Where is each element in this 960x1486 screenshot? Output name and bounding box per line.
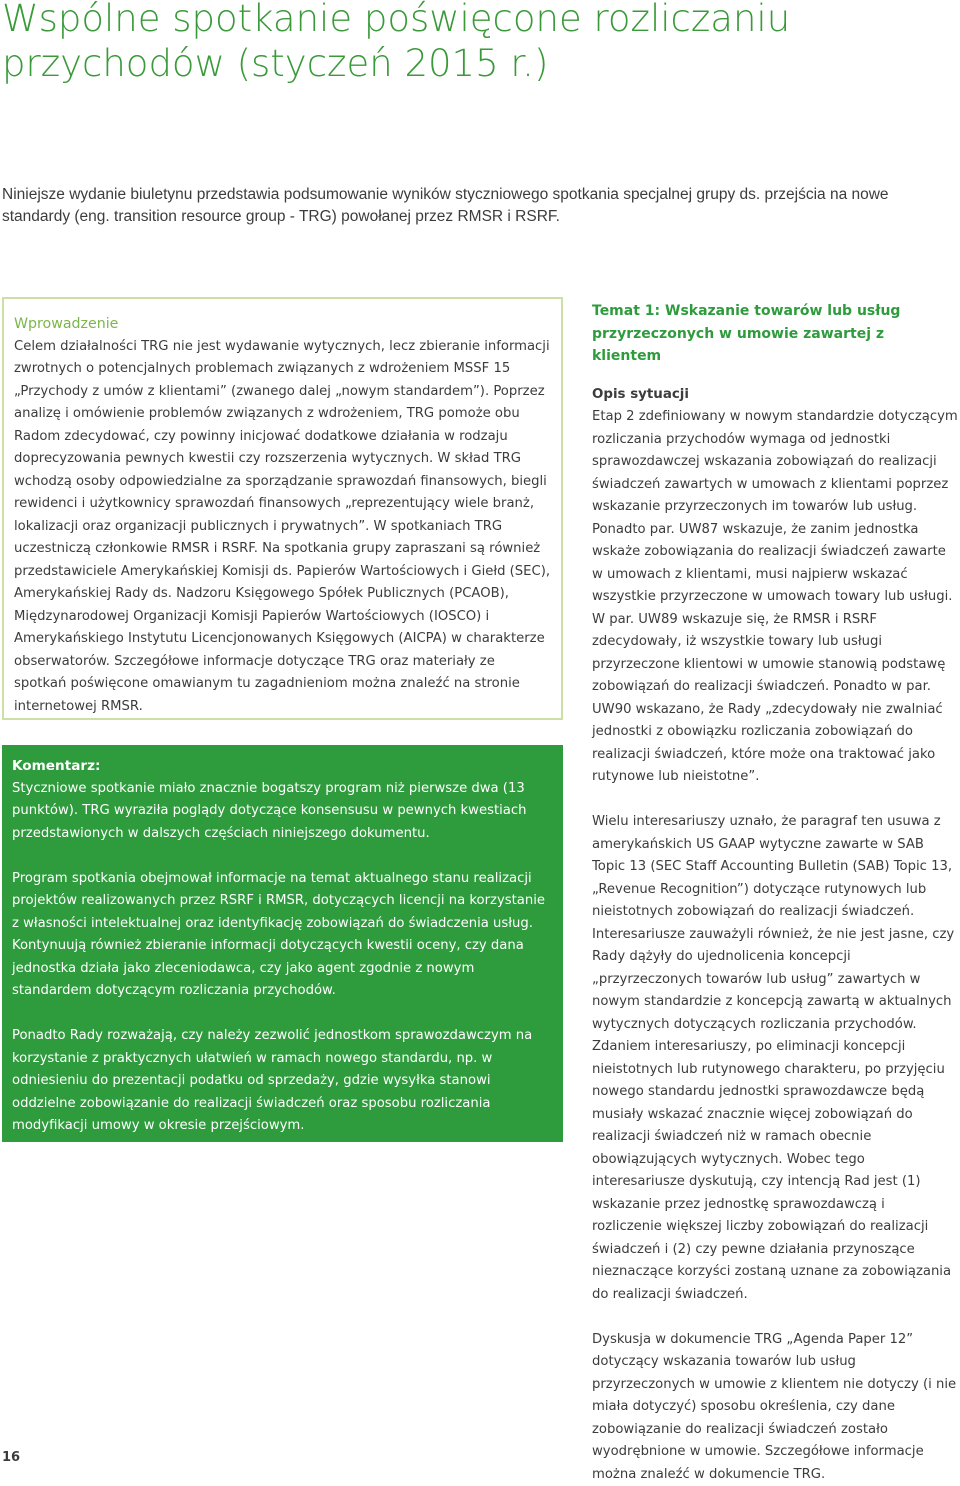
topic-1-paragraph-3: Dyskusja w dokumencie TRG „Agenda Paper 12” dotyczący wskazania towarów lub usług przyrzeczonych w umowie z klientem nie dotyczy (i nie miała dotyczyć) sposobu określenia, czy dane zobowiązanie do realizacji świadczeń zostało wyodrębnione w umowie. Szczegółowe informacje można znaleźć w dokumencie TRG. — [592, 1329, 958, 1486]
topic-1-paragraph-1: Etap 2 zdefiniowany w nowym standardzie dotyczącym rozliczania przychodów wymaga od jednostki sprawozdawczej wskazania zobowiązań do realizacji świadczeń zawartych w umowach z klientami poprzez wskazanie przyrzeczonych im towarów lub usług. Ponadto par. UW87 wskazuje, że zanim jednostka wskaże zobowiązania do realizacji świadczeń zawarte w umowach z klientami, musi najpierw wskazać wszystkie przyrzeczone w umowach towary lub usługi. W par. UW89 wskazuje się, że RMSR i RSRF zdecydowały, iż wszystkie towary lub usługi przyrzeczone klientowi w umowie stanowią podstawę zobowiązań do realizacji świadczeń. Ponadto w par. UW90 wskazano, że Rady „zdecydowały nie zwalniać jednostki z obowiązku rozliczania zobowiązań do realizacji świadczeń, które może ona traktować jako rutynowe lub nieistotne”. — [592, 406, 958, 789]
page-title: Wspólne spotkanie poświęcone rozliczaniu przychodów (styczeń 2015 r.) — [2, 0, 942, 86]
page-number: 16 — [2, 1450, 20, 1465]
situation-subheading: Opis sytuacji — [592, 384, 958, 407]
introduction-heading: Wprowadzenie — [14, 313, 551, 336]
comment-paragraph-2: Program spotkania obejmował informacje na temat aktualnego stanu realizacji projektów realizowanych przez RSRF i RMSR, dotyczących licencji na korzystanie z własności intelektualnej oraz identyfikację zobowiązań do świadczenia usług. Kontynuują również zbieranie informacji dotyczących kwestii oceny, czy dana jednostka działa jako zleceniodawca, czy jako agent zgodnie z nowym standardem dotyczącym rozliczania przychodów. — [12, 868, 553, 1003]
comment-paragraph-3: Ponadto Rady rozważają, czy należy zezwolić jednostkom sprawozdawczym na korzystanie z praktycznych ułatwień w ramach nowego standardu, np. w odniesieniu do prezentacji podatku od sprzedaży, gdzie wysyłka stanowi oddzielne zobowiązanie do realizacji świadczeń oraz sposobu rozliczania modyfikacji umowy w okresie przejściowym. — [12, 1025, 553, 1138]
intro-paragraph: Niniejsze wydanie biuletynu przedstawia podsumowanie wyników styczniowego spotkania specjalnej grupy ds. przejścia na nowe standardy (eng. transition resource group - TRG) powołanej przez RMSR i RSRF. — [2, 184, 957, 228]
topic-1-heading: Temat 1: Wskazanie towarów lub usług przyrzeczonych w umowie zawartej z klientem — [592, 300, 958, 368]
topic-1-paragraph-2: Wielu interesariuszy uznało, że paragraf ten usuwa z amerykańskich US GAAP wytyczne zawarte w SAB Topic 13 (SEC Staff Accounting Bulletin (SAB) Topic 13, „Revenue Recognition”) dotyczące rutynowych lub nieistotnych zobowiązań do realizacji świadczeń. Interesariusze zauważyli również, że nie jest jasne, czy Rady dążyły do ujednolicenia koncepcji „przyrzeczonych towarów lub usług” zawartych w nowym standardzie z koncepcją zawartą w aktualnych wytycznych dotyczących rozliczania przychodów. Zdaniem interesariuszy, po eliminacji koncepcji nieistotnych lub rutynowego charakteru, po przyjęciu nowego standardu jednostki sprawozdawcze będą musiały wskazać znacznie więcej zobowiązań do realizacji świadczeń niż w ramach obecnie obowiązujących wytycznych. Wobec tego interesariusze dyskutują, czy intencją Rad jest (1) wskazanie przez jednostkę sprawozdawczą i rozliczenie większej liczby zobowiązań do realizacji świadczeń i (2) czy pewne działania przynoszące nieznaczące korzyści zostaną uznane za zobowiązania do realizacji świadczeń. — [592, 811, 958, 1306]
comment-box — [2, 745, 563, 1142]
introduction-body: Celem działalności TRG nie jest wydawanie wytycznych, lecz zbieranie informacji zwrotnych o potencjalnych problemach związanych z wdrożeniem MSSF 15 „Przychody z umów z klientami” (zwanego dalej „nowym standardem”). Poprzez analizę i omówienie problemów związanych z wdrożeniem, TRG pomoże obu Radom zdecydować, czy powinny inicjować dodatkowe działania w rodzaju doprecyzowania pewnych kwestii czy rozszerzenia wytycznych. W skład TRG wchodzą osoby odpowiedzialne za sporządzanie sprawozdań finansowych, biegli rewidenci i użytkownicy sprawozdań finansowych „reprezentujący wiele branż, lokalizacji oraz organizacji publicznych i prywatnych”. W spotkaniach TRG uczestniczą członkowie RMSR i RSRF. Na spotkania grupy zapraszani są również przedstawiciele Amerykańskiej Komisji ds. Papierów Wartościowych i Giełd (SEC), Amerykańskiej Rady ds. Nadzoru Księgowego Spółek Publicznych (PCAOB), Międzynarodowej Organizacji Komisji Papierów Wartościowych (IOSCO) i Amerykańskiego Instytutu Licencjonowanych Księgowych (AICPA) w charakterze obserwatorów. Szczegółowe informacje dotyczące TRG oraz materiały ze spotkań poświęcone omawianym tu zagadnieniom można znaleźć na stronie internetowej RMSR. — [14, 336, 551, 719]
comment-heading: Komentarz: — [12, 755, 553, 778]
comment-paragraph-1: Styczniowe spotkanie miało znacznie bogatszy program niż pierwsze dwa (13 punktów). TRG wyraziła poglądy dotyczące konsensusu w pewnych kwestiach przedstawionych w dalszych częściach niniejszego dokumentu. — [12, 778, 553, 846]
introduction-box — [2, 297, 563, 720]
topic-1-column — [592, 300, 958, 1486]
